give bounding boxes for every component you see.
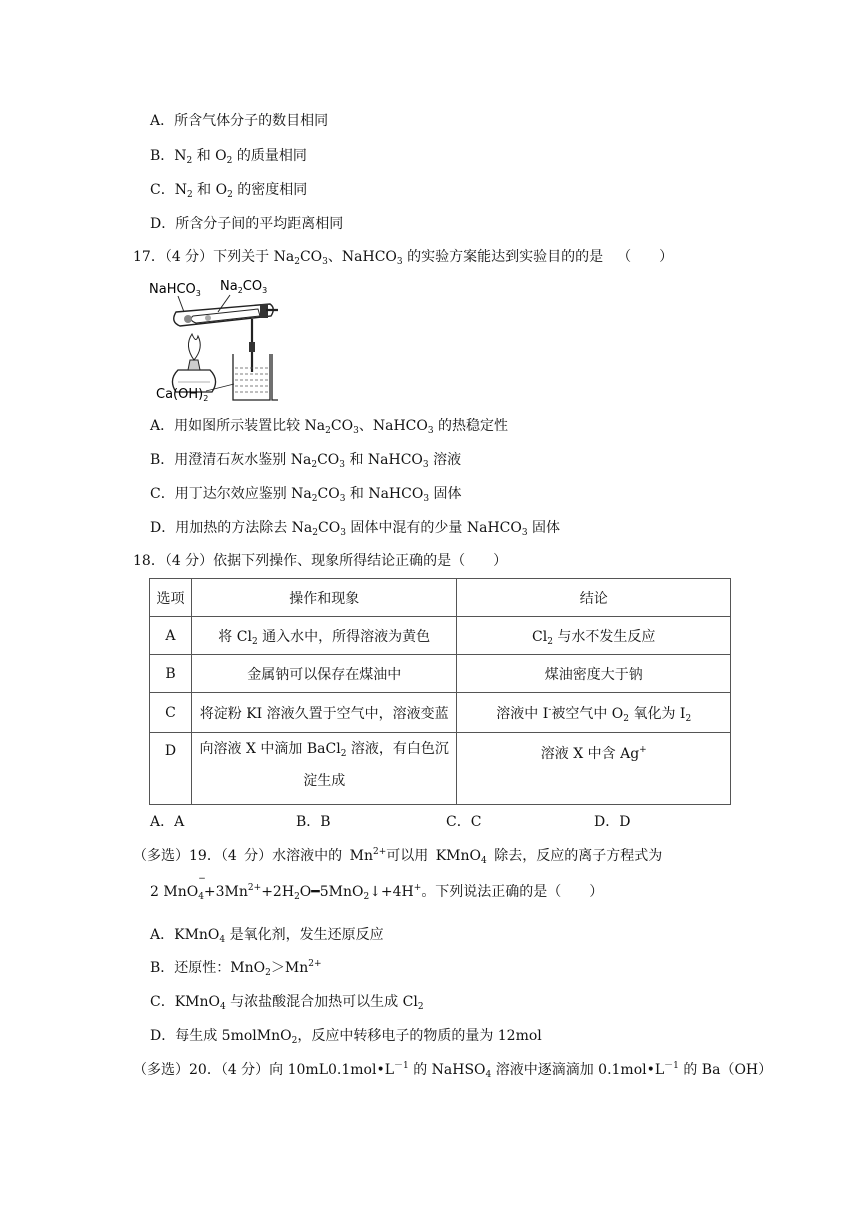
table-row [150, 693, 731, 733]
q18-table [149, 578, 731, 805]
answer-b: B．B [296, 814, 331, 830]
q17-option-c: C．用丁达尔效应鉴别 $Na_2CO_3$ 和 NaHCO$_3$ 固体 [150, 486, 462, 504]
q20-stem: （多选）20．（4 分）向 $10mL0.1mol•L^{-1}$ 的 NaHSO$_4$ 溶液中逐滴滴加 $0.1mol•L^{-1}$ 的 Ba（OH） [133, 1061, 773, 1080]
header-option: 选项 [150, 579, 192, 617]
apparatus-figure [148, 276, 278, 402]
q16-option-a: A．所含气体分子的数目相同 [150, 113, 329, 129]
row-operation: 将淀粉 KI 溶液久置于空气中，溶液变蓝 [191, 693, 457, 733]
q19-stem-line2: 2 MnO $_{- 4}+3Mn^{2+}+2H_2O━5MnO_2↓+4H^+$。下列说法正确的是（ ） [150, 874, 604, 902]
row-operation: 向溶液 X 中滴加 BaCl$_2$ 溶液，有白色沉 淀生成 [191, 733, 457, 805]
row-option: B [150, 655, 192, 693]
answer-a: A．A [150, 814, 185, 830]
table-row [150, 655, 731, 693]
header-operation: 操作和现象 [191, 579, 457, 617]
row-option: C [150, 693, 192, 733]
q19-option-b: B．还原性：$MnO_2>Mn^{2+}$ [150, 959, 322, 978]
q17-option-a: A．用如图所示装置比较 $Na_2CO_3$、NaHCO$_3$ 的热稳定性 [150, 418, 509, 436]
label-caoh2: $Ca(OH)_2$ [156, 387, 209, 402]
label-nahco3: NaHCO$_3$ [149, 282, 201, 298]
row-option: D [150, 733, 192, 805]
q16-option-b: B．$N_2$ 和 $O_2$ 的质量相同 [150, 148, 307, 166]
row-operation: 金属钠可以保存在煤油中 [191, 655, 457, 693]
q17-stem: 17．（4 分）下列关于 $Na_2CO_3$、NaHCO$_3$ 的实验方案能达到实验目的的是 （ ） [133, 249, 674, 267]
table-row [150, 617, 731, 655]
answer-d: D．D [594, 814, 631, 830]
label-na2co3: $Na_2CO_3$ [220, 279, 268, 295]
answer-c: C．C [446, 814, 482, 830]
row-conclusion: 溶液 X 中含 Ag+ [457, 733, 731, 805]
q19-option-c: C．KMnO$_4$ 与浓盐酸混合加热可以生成 $Cl_2$ [150, 994, 424, 1012]
header-conclusion: 结论 [457, 579, 731, 617]
q19-option-d: D．每生成 5molMnO$_2$，反应中转移电子的物质的量为 12mol [150, 1028, 542, 1046]
q19-option-a: A．KMnO$_4$ 是氧化剂，发生还原反应 [150, 927, 384, 945]
q16-option-d: D．所含分子间的平均距离相同 [150, 216, 344, 232]
q19-stem-line1: （多选）19．（4 分）水溶液中的 $Mn^{2+}$可以用 KMnO$_4$ 除去，反应的离子方程式为 [133, 847, 663, 866]
row-conclusion: 煤油密度大于钠 [457, 655, 731, 693]
q16-option-c: C．$N_2$ 和 $O_2$ 的密度相同 [150, 182, 308, 200]
q17-option-d: D．用加热的方法除去 $Na_2CO_3$ 固体中混有的少量 NaHCO$_3$ 固体 [150, 520, 561, 538]
row-conclusion: $Cl_2$ 与水不发生反应 [457, 617, 731, 655]
row-option: A [150, 617, 192, 655]
row-conclusion: 溶液中 I-被空气中 $O_2$ 氧化为 $I_2$ [457, 693, 731, 733]
table-header-row [150, 579, 731, 617]
q17-option-b: B．用澄清石灰水鉴别 $Na_2CO_3$ 和 NaHCO$_3$ 溶液 [150, 452, 462, 470]
row-operation: 将 $Cl_2$ 通入水中，所得溶液为黄色 [191, 617, 457, 655]
table-row [150, 733, 731, 805]
q18-stem: 18．（4 分）依据下列操作、现象所得结论正确的是（ ） [133, 553, 508, 569]
